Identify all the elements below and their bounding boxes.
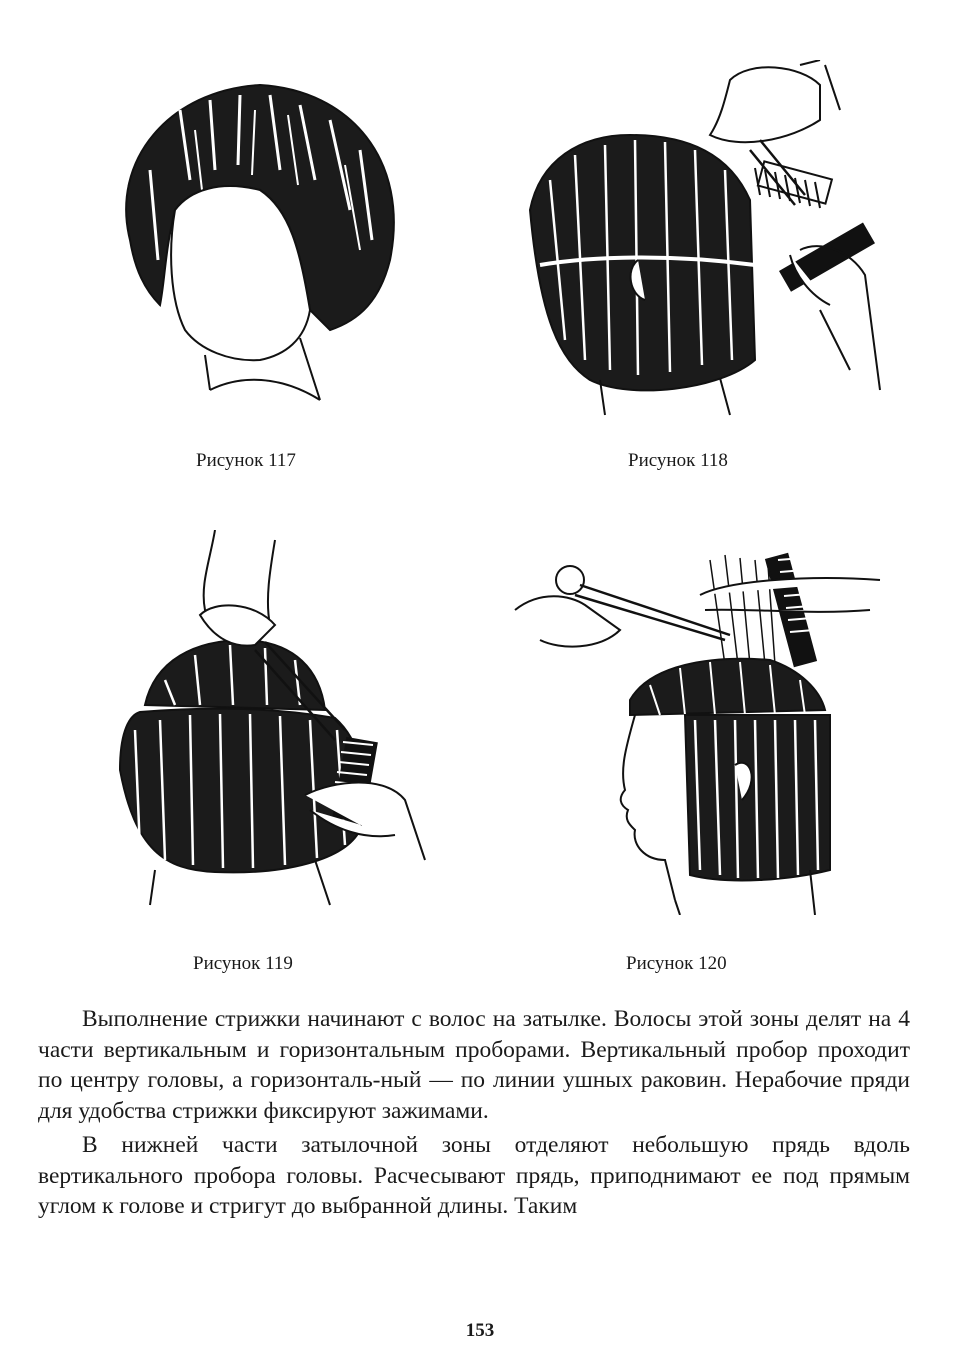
page-number: 153 xyxy=(465,1320,495,1341)
figure-118-caption: Рисунок 118 xyxy=(628,450,728,471)
short-haircut-front-view-icon xyxy=(110,70,410,410)
paragraph-1: Выполнение стрижки начинают с волос на затылке. Волосы этой зоны делят на 4 части вертикальным и горизонтальным проборами. Вертикальный пробор проходит по центру головы, а горизонталь-ный — по линии ушных раковин. Нерабочие пряди для удобства стрижки фиксируют зажимами. xyxy=(38,1006,910,1124)
figure-117 xyxy=(110,70,410,410)
figure-118 xyxy=(520,60,890,420)
haircut-back-view-comb-scissors-icon xyxy=(520,60,890,420)
haircut-side-view-strand-cutting-icon xyxy=(510,540,890,915)
figure-119 xyxy=(105,530,435,910)
figure-120 xyxy=(510,540,890,915)
body-text xyxy=(38,1004,910,1222)
figure-117-caption: Рисунок 117 xyxy=(196,450,296,471)
figure-120-caption: Рисунок 120 xyxy=(626,953,727,974)
haircut-back-view-clip-scissors-icon xyxy=(105,530,435,910)
figure-119-caption: Рисунок 119 xyxy=(193,953,293,974)
paragraph-2: В нижней части затылочной зоны отделяют небольшую прядь вдоль вертикального пробора головы. Расчесывают прядь, приподнимают ее под прямым углом к голове и стригут до выбранной длины. Таким xyxy=(38,1132,910,1219)
